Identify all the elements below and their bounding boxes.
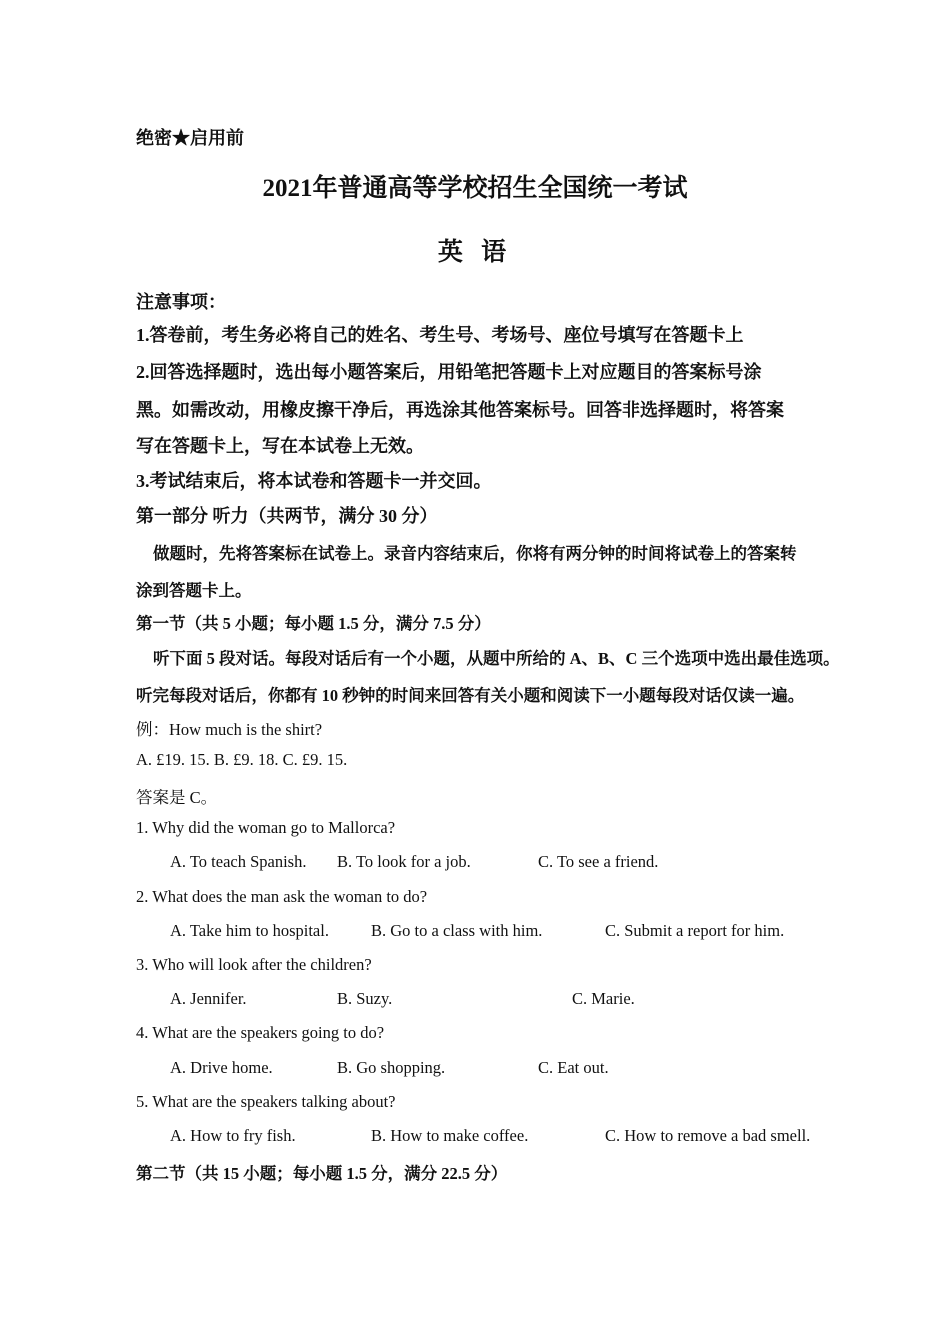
question-5: 5. What are the speakers talking about?	[136, 1092, 396, 1111]
subject-title: 英 语	[437, 239, 513, 266]
example-answer: 答案是 C。	[136, 788, 218, 807]
question-3-option-b: B. Suzy.	[337, 989, 393, 1008]
part1-intro-line: 涂到答题卡上。	[136, 581, 252, 600]
section1-intro-line: 听下面 5 段对话。每段对话后有一个小题，从题中所给的 A、B、C 三个选项中选出最佳选项。	[153, 649, 840, 668]
question-1-option-c: C. To see a friend.	[538, 852, 659, 871]
instructions-heading: 注意事项：	[136, 292, 226, 312]
question-4-option-b: B. Go shopping.	[337, 1058, 446, 1077]
question-2-option-c: C. Submit a report for him.	[605, 921, 785, 940]
question-3-option-c: C. Marie.	[572, 989, 635, 1008]
question-5-option-c: C. How to remove a bad smell.	[605, 1126, 811, 1145]
instruction-line: 写在答题卡上，写在本试卷上无效。	[136, 436, 424, 456]
instruction-line: 1.答卷前，考生务必将自己的姓名、考生号、考场号、座位号填写在答题卡上	[136, 325, 744, 345]
confidential-label: 绝密★启用前	[136, 128, 244, 148]
instruction-line: 2.回答选择题时，选出每小题答案后，用铅笔把答题卡上对应题目的答案标号涂	[136, 362, 762, 382]
section2-heading: 第二节（共 15 小题；每小题 1.5 分，满分 22.5 分）	[136, 1164, 508, 1183]
question-2: 2. What does the man ask the woman to do?	[136, 887, 428, 906]
example-options: A. £19. 15. B. £9. 18. C. £9. 15.	[136, 750, 348, 769]
question-4: 4. What are the speakers going to do?	[136, 1023, 385, 1042]
question-1-option-a: A. To teach Spanish.	[170, 852, 307, 871]
section1-heading: 第一节（共 5 小题；每小题 1.5 分，满分 7.5 分）	[136, 614, 491, 633]
question-3: 3. Who will look after the children?	[136, 955, 372, 974]
question-1: 1. Why did the woman go to Mallorca?	[136, 818, 396, 837]
part1-heading: 第一部分 听力（共两节，满分 30 分）	[136, 506, 438, 526]
question-4-option-a: A. Drive home.	[170, 1058, 273, 1077]
instruction-line: 3.考试结束后，将本试卷和答题卡一并交回。	[136, 471, 492, 491]
section1-intro-line: 听完每段对话后，你都有 10 秒钟的时间来回答有关小题和阅读下一小题每段对话仅读一遍。	[136, 686, 805, 705]
question-3-option-a: A. Jennifer.	[170, 989, 247, 1008]
question-5-option-b: B. How to make coffee.	[371, 1126, 529, 1145]
question-1-option-b: B. To look for a job.	[337, 852, 471, 871]
part1-intro-line: 做题时，先将答案标在试卷上。录音内容结束后，你将有两分钟的时间将试卷上的答案转	[153, 544, 797, 563]
exam-title: 2021年普通高等学校招生全国统一考试	[262, 175, 688, 202]
question-5-option-a: A. How to fry fish.	[170, 1126, 296, 1145]
question-4-option-c: C. Eat out.	[538, 1058, 609, 1077]
question-2-option-a: A. Take him to hospital.	[170, 921, 329, 940]
example-question: 例：How much is the shirt?	[136, 720, 323, 739]
instruction-line: 黑。如需改动，用橡皮擦干净后，再选涂其他答案标号。回答非选择题时，将答案	[136, 400, 784, 420]
question-2-option-b: B. Go to a class with him.	[371, 921, 543, 940]
